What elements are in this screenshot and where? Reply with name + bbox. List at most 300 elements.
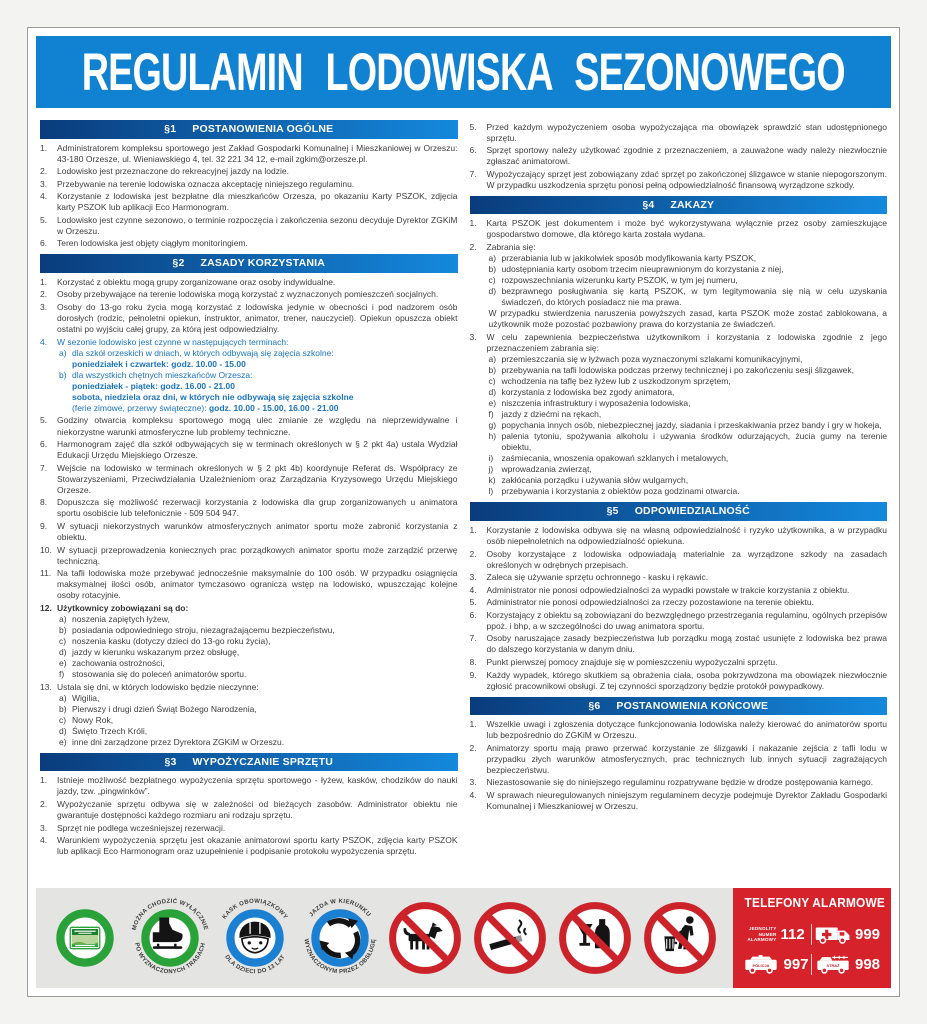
item-number: 5. (40, 415, 48, 426)
direction-of-ride-icon (299, 897, 381, 979)
text-run: Administrator nie ponosi odpowiedzialności za rzeczy pozostawione na terenie obiektu. (486, 597, 814, 608)
sub-text (72, 658, 458, 669)
text-run: poniedziałek - piątek: godz. 16.00 - 21.00 (72, 380, 235, 391)
pszok-card-sign (44, 897, 126, 979)
sub-text (72, 625, 458, 636)
text-run: Osoby do 13-go roku życia mogą korzystać z lodowiska jedynie w obecności i pod nadzorem osób dorosłych (rodzic, pełnoletni opiekun, instruktor, animator, trener, nauczyciel). Opiekun opuszcza obiekt ostatni po wyjściu całej grupy, za którą jest odpowiedzialny. (57, 302, 458, 335)
item-body (57, 545, 458, 567)
regulation-item (470, 790, 888, 812)
sub-text (502, 253, 888, 264)
sub-body (72, 704, 458, 715)
text-run: popychania innych osób, niebezpiecznej jazdy, siadania i przeskakiwania przez bandy i gry w hokeja, (501, 420, 882, 431)
sub-body (502, 264, 888, 275)
item-text (57, 521, 458, 543)
text-run: przebywania i korzystania z obiektów poza godzinami otwarcia. (501, 486, 740, 497)
sub-text (72, 348, 458, 359)
item-text (487, 218, 888, 240)
item-text (57, 337, 458, 348)
sub-item (59, 370, 458, 414)
regulation-item (470, 777, 888, 788)
sub-body (502, 398, 888, 409)
text-run: Osoby korzystające z lodowiska odpowiadają materialnie za wyrządzone szkody na zasadach określonych w odrębnych przepisach. (486, 548, 887, 570)
regulation-item (40, 799, 458, 821)
svg-text:KASK OBOWIĄZKOWY: KASK OBOWIĄZKOWY (221, 898, 289, 921)
item-body (57, 521, 458, 543)
sub-item (489, 453, 888, 464)
svg-text:DLA DZIECI DO 13 LAT: DLA DZIECI DO 13 LAT (223, 954, 287, 976)
svg-text:STRAŻ: STRAŻ (826, 963, 840, 969)
text-run: korzystania z lodowiska bez zgody animatora, (501, 386, 675, 397)
regulation-item (40, 521, 458, 543)
item-text (57, 215, 458, 237)
text-run: Zaleca się używanie sprzętu ochronnego - kasku i rękawic. (486, 572, 709, 583)
sub-text (502, 409, 888, 420)
text-run: W sprawach nieuregulowanych niniejszym regulaminem decyzje podejmuje Dyrektor Zakładu Gospodarki Komunalnej i Mieszkaniowej w Orzeszu. (486, 789, 887, 811)
emergency-number: 998 (854, 956, 881, 973)
content-columns (28, 116, 899, 888)
item-number: 3. (40, 178, 48, 189)
text-run: Godziny otwarcia kompleksu sportowego mogą ulec zmianie ze względu na nieprzewidywalne i niekorzystne warunki atmosferyczne lub problemy techniczne. (57, 415, 458, 437)
sub-text (502, 475, 888, 486)
regulation-item (40, 603, 458, 680)
item-number: 2. (40, 166, 48, 177)
item-number: 9. (40, 520, 48, 531)
text-run: Wigilia, (72, 692, 100, 703)
item-number: 8. (40, 497, 48, 508)
sub-item (489, 376, 888, 387)
no-smoking-icon (469, 897, 551, 979)
text-run: Lodowisko jest czynne sezonowo, o terminie rozpoczęcia i zakończenia sezonu decyduje Dyrektor ZGKiM w Orzeszu. (57, 214, 458, 236)
item-text (57, 545, 458, 567)
text-run: rozpowszechniania wizerunku karty PSZOK, w tym jej numeru, (501, 275, 738, 286)
item-text (487, 525, 888, 547)
item-text (487, 597, 888, 608)
text-run: Święto Trzech Króli, (72, 725, 148, 736)
sub-text (72, 737, 458, 748)
sub-number: f) (488, 409, 494, 420)
item-text (57, 568, 458, 601)
item-number: 4. (40, 336, 48, 347)
sub-number: c) (488, 375, 496, 386)
regulation-item (40, 191, 458, 213)
no-dogs-sign (384, 897, 466, 979)
right-column (470, 120, 888, 886)
item-text (57, 191, 458, 213)
item-text (487, 549, 888, 571)
regulation-item (40, 439, 458, 461)
text-run: Sprzęt nie podlega wcześniejszej rezerwacji. (57, 822, 226, 833)
sub-body (502, 275, 888, 286)
text-run: Korzystanie z lodowiska odbywa się na własną odpowiedzialność i ryzyko użytkownika, a w przypadku osób niepełnoletnich na odpowiedzialność opiekuna. (486, 524, 887, 546)
item-number: 7. (469, 168, 477, 179)
no-littering-icon (639, 897, 721, 979)
text-run: zakłócania porządku i używania słów wulgarnych, (501, 475, 689, 486)
sub-number: c) (488, 275, 496, 286)
sub-body (72, 715, 458, 726)
item-body (57, 215, 458, 237)
sub-item (59, 737, 458, 748)
item-number: 7. (469, 633, 477, 644)
svg-text:MOŻNA CHODZIĆ WYŁĄCZNIE: MOŻNA CHODZIĆ WYŁĄCZNIE (131, 898, 209, 932)
item-body (57, 439, 458, 461)
text-run: przerabiania lub w jakikolwiek sposób modyfikowania karty PSZOK, (501, 252, 757, 263)
emergency-label: ALARMOWY (747, 937, 777, 943)
item-number: 2. (40, 798, 48, 809)
sub-body (72, 625, 458, 636)
item-number: 8. (469, 656, 477, 667)
item-text (57, 439, 458, 461)
item-text (487, 242, 888, 253)
item-body (487, 145, 888, 167)
sub-number: i) (488, 453, 494, 464)
item-number: 2. (469, 742, 477, 753)
text-run: Osoby naruszające zasady bezpieczeństwa lub porządku mogą zostać usunięte z lodowiska bez prawa do dalszego korzystania w danym dniu. (486, 633, 887, 655)
item-number: 5. (469, 121, 477, 132)
sub-item (489, 464, 888, 475)
regulation-item (40, 166, 458, 177)
section-title: ZAKAZY (670, 198, 715, 211)
item-number: 6. (40, 439, 48, 450)
item-text (57, 835, 458, 857)
regulation-item (40, 277, 458, 288)
emergency-label: NUMER (758, 931, 777, 937)
sub-item (59, 614, 458, 625)
regulation-item (470, 122, 888, 144)
section-heading (40, 753, 458, 772)
emergency-entry-112 (741, 924, 812, 945)
item-number: 4. (40, 835, 48, 846)
sub-text (502, 486, 888, 497)
text-run: przemieszczania się w łyżwach poza wyznaczonymi szlakami komunikacyjnymi, (501, 353, 803, 364)
item-body (57, 143, 458, 165)
text-run: Osoby przebywające na terenie lodowiska mogą korzystać z wyznaczonych pomieszczeń socjalnych. (57, 289, 439, 300)
sub-text (72, 614, 458, 625)
regulation-item (40, 238, 458, 249)
section-heading (470, 697, 888, 716)
regulation-item (40, 545, 458, 567)
pszok-card-graphic (70, 927, 100, 948)
item-text (487, 122, 888, 144)
item-number: 7. (40, 462, 48, 473)
sub-number: c) (59, 714, 67, 725)
text-run: dla szkół orzeskich w dniach, w których odbywają się zajęcia szkolne: (72, 347, 334, 358)
regulation-item (40, 215, 458, 237)
item-body (487, 777, 888, 788)
item-number: 11. (40, 568, 52, 579)
text-run: zaśmiecania, wnoszenia opakowań szklanych i metalowych, (501, 453, 729, 464)
text-run: Korzystać z obiektu mogą grupy zorganizowane oraz osoby indywidualne. (57, 276, 336, 287)
text-run: Przed każdym wypożyczeniem osoba wypożyczająca ma obowiązek sprawdzić stan udostępnionego sprzętu. (486, 121, 887, 143)
sub-text (72, 693, 458, 704)
left-column (40, 120, 458, 886)
emergency-number: 112 (780, 926, 805, 943)
sub-item (489, 264, 888, 275)
sub-number: e) (59, 657, 67, 668)
text-run: dla wszystkich chętnych mieszkańców Orzesza: (72, 369, 253, 380)
regulation-item (470, 633, 888, 655)
text-run: poniedziałek i czwartek: godz. 10.00 - 15.00 (72, 358, 246, 369)
item-number: 6. (469, 609, 477, 620)
section-heading (40, 120, 458, 139)
item-number: 6. (469, 145, 477, 156)
text-run: W sytuacji niekorzystnych warunków atmosferycznych animator sportu może zabronić korzystania z obiektu. (57, 520, 458, 542)
item-text (487, 610, 888, 632)
no-littering-sign (639, 897, 721, 979)
text-run: W sytuacji przeprowadzenia koniecznych prac porządkowych animator sportu może zarządzić przerwę techniczną. (57, 544, 458, 566)
regulation-item (40, 179, 458, 190)
item-number: 2. (469, 548, 477, 559)
ambulance-icon (815, 924, 851, 945)
emergency-panel-title: TELEFONY ALARMOWE (744, 895, 886, 911)
item-body (57, 238, 458, 249)
direction-of-ride-sign (299, 897, 381, 979)
regulation-item (470, 610, 888, 632)
item-number: 13. (40, 681, 52, 692)
regulation-item (470, 145, 888, 167)
sub-item (59, 647, 458, 658)
text-run: Niezastosowanie się do niniejszego regulaminu rozpatrywane będzie w drodze postępowania karnego. (486, 777, 874, 788)
text-run: Warunkiem wypożyczenia sprzętu jest okazanie animatorowi sportu karty PSZOK, zdjęcia karty PSZOK lub aplikacji Eco Harmonogram oraz uzupełnienie i podpisanie protokołu wypożyczenia sprzętu. (57, 835, 458, 857)
sub-body (502, 453, 888, 464)
sub-body (502, 376, 888, 387)
sub-number: a) (488, 353, 497, 364)
item-number: 5. (469, 597, 477, 608)
emergency-entry-997 (741, 954, 812, 975)
item-text (487, 585, 888, 596)
item-text (487, 332, 888, 354)
item-body (487, 549, 888, 571)
regulation-item (40, 143, 458, 165)
regulation-item (470, 525, 888, 547)
sub-text (502, 420, 888, 431)
sub-item (59, 658, 458, 669)
sub-body (72, 693, 458, 704)
item-body (487, 670, 888, 692)
item-number: 1. (40, 142, 48, 153)
item-text (57, 603, 458, 614)
schedule-line (72, 392, 458, 403)
item-number: 3. (40, 822, 48, 833)
text-run: Użytkownicy zobowiązani są do: (57, 602, 189, 613)
sub-number: a) (59, 347, 67, 358)
text-run: Wszelkie uwagi i zgłoszenia dotyczące funkcjonowania lodowiska należy kierować do animatorów sportu lub bezpośrednio do ZGKiM w Orzeszu. (486, 719, 887, 741)
sub-body (502, 253, 888, 264)
text-run: Punkt pierwszej pomocy znajduje się w pomieszczeniu wypożyczalni sprzętu. (486, 656, 778, 667)
sub-text (502, 453, 888, 464)
poster-title-banner (36, 36, 891, 108)
item-body (57, 415, 458, 437)
item-text (487, 572, 888, 583)
sub-number: g) (488, 420, 497, 431)
fire-truck-icon (815, 954, 851, 975)
emergency-entry-998 (812, 954, 883, 975)
sub-body (72, 636, 458, 647)
text-run: Wypożyczanie sprzętu odbywa się w zależności od bieżących zasobów. Administrator obiektu nie gwarantuje dostępności każdego rozmiaru ani rodzaju sprzętu. (57, 798, 458, 820)
regulation-item (40, 302, 458, 335)
text-run: Animatorzy sportu mają prawo przerwać korzystanie ze ślizgawki i nakazanie zejścia z tafli lodu w przypadku złych warunków atmosferycznych, prac technicznych lub innych sytuacji zagrażających bezpieczeństwu. (486, 742, 887, 775)
sub-body (72, 669, 458, 680)
poster-title: REGULAMIN LODOWISKA SEZONOWEGO (81, 42, 846, 102)
sub-item (59, 715, 458, 726)
footer-strip (36, 888, 891, 988)
item-body (57, 603, 458, 680)
item-number: 2. (40, 289, 48, 300)
item-number: 1. (40, 276, 48, 287)
regulation-item (470, 597, 888, 608)
item-text (57, 415, 458, 437)
item-body (57, 166, 458, 177)
item-body (487, 525, 888, 547)
sub-body (502, 420, 888, 431)
item-body (57, 289, 458, 300)
text-run: W sezonie lodowisko jest czynne w następujących terminach: (57, 336, 289, 347)
emergency-phones-panel (733, 888, 891, 988)
sub-number: d) (488, 286, 497, 297)
sub-item (489, 354, 888, 365)
sub-text (502, 387, 888, 398)
text-run: Administrator nie ponosi odpowiedzialności za wypadki powstałe w trakcie korzystania z obiektu. (486, 584, 850, 595)
regulation-item (470, 657, 888, 668)
sub-body (502, 409, 888, 420)
no-dogs-icon (384, 897, 466, 979)
emergency-entry-999 (812, 924, 883, 945)
item-text (487, 719, 888, 741)
text-run: Każdy wypadek, którego skutkiem są obrażenia ciała, osoba pokrzywdzona ma obowiązek niezwłocznie zgłosić pracownikowi obsługi. Z tej czynności sporządzony będzie protokół powypadkowy. (486, 669, 887, 691)
item-body (487, 743, 888, 776)
sub-number: b) (59, 369, 67, 380)
sub-number: h) (488, 431, 497, 442)
item-text (487, 790, 888, 812)
signs-row (36, 897, 721, 979)
text-run: Na tafli lodowiska może przebywać jednocześnie maksymalnie do 100 osób. W przypadku osiągnięcia maksymalnej ilości osób, animator tymczasowo ogranicza wstęp na lodowisko, wpuszczając kolejne osoby rotacyjnie. (57, 568, 458, 601)
sub-item (59, 625, 458, 636)
sub-number: b) (59, 624, 67, 635)
text-run: Korzystający z obiektu są zobowiązani do bezwzględnego przestrzegania regulaminu, ogólnych przepisów ppoż. i bhp, a w szczególności do uwag animatora sportu. (486, 609, 887, 631)
police-icon (743, 954, 779, 975)
sub-number: a) (488, 252, 497, 263)
sub-item (489, 409, 888, 420)
svg-text:WYZNACZONYM PRZEZ OBSŁUGĘ: WYZNACZONYM PRZEZ OBSŁUGĘ (302, 938, 378, 976)
text-run: bezprawnego posługiwania się kartą PSZOK, w tym legitymowania się nią w celu uzyskania świadczeń, do których posiadacz nie ma prawa. (501, 286, 887, 308)
emergency-number: 999 (854, 926, 881, 943)
no-smoking-sign (469, 897, 551, 979)
skating-route-icon (129, 897, 211, 979)
item-body (57, 823, 458, 834)
sub-text (502, 365, 888, 376)
item-body (57, 463, 458, 496)
text-run: Sprzęt sportowy należy użytkować zgodnie z przeznaczeniem, a zauważone wady należy niezwłocznie zgłaszać animatorowi. (486, 145, 887, 167)
sub-number: d) (488, 386, 497, 397)
text-run: wchodzenia na taflę bez łyżew lub z uszkodzonym sprzętem, (501, 375, 731, 386)
sub-text (502, 398, 888, 409)
item-body (487, 572, 888, 583)
item-number: 1. (469, 218, 477, 229)
sub-item (489, 253, 888, 264)
item-text (57, 775, 458, 797)
sub-item (489, 365, 888, 376)
regulation-item (470, 585, 888, 596)
text-run: inne dni zarządzone przez Dyrektora ZGKiM w Orzeszu. (72, 736, 285, 747)
item-body (487, 242, 888, 330)
item-body (57, 302, 458, 335)
sub-body (502, 464, 888, 475)
item-body (487, 610, 888, 632)
item-body (57, 191, 458, 213)
helmet-mandatory-sign (214, 897, 296, 979)
sub-number: e) (59, 736, 67, 747)
item-text (57, 799, 458, 821)
regulation-item (470, 218, 888, 240)
item-body (487, 790, 888, 812)
text-run: Korzystanie z lodowiska jest bezpłatne dla mieszkańców Orzesza, po okazaniu Karty PSZOK, zdjęcia karty PSZOK lub aplikacji Eco Harmonogram. (57, 191, 458, 213)
sub-text (72, 636, 458, 647)
item-text (57, 143, 458, 165)
regulation-item (40, 775, 458, 797)
sub-item (59, 348, 458, 370)
sub-item (489, 275, 888, 286)
item-text (57, 302, 458, 335)
sub-body (72, 726, 458, 737)
sub-body (502, 365, 888, 376)
text-run: noszenia zapiętych łyżew, (72, 613, 170, 624)
regulation-item (40, 823, 458, 834)
item-body (57, 337, 458, 414)
section-number: §1 (164, 123, 177, 135)
text-run: jazdy w kierunku wskazanym przez obsługę, (72, 646, 240, 657)
item-body (487, 719, 888, 741)
item-text (57, 463, 458, 496)
sub-item (59, 636, 458, 647)
text-run: Zabrania się: (486, 241, 536, 252)
text-run: sobota, niedziela oraz dni, w których nie odbywają się zajęcia szkolne (72, 391, 354, 402)
sub-number: e) (488, 398, 497, 409)
item-number: 4. (40, 191, 48, 202)
text-run: noszenia kasku (dotyczy dzieci do 13-go roku życia), (72, 635, 271, 646)
sub-number: l) (488, 486, 494, 497)
regulation-item (470, 332, 888, 498)
item-text (487, 777, 888, 788)
regulation-item (470, 549, 888, 571)
item-number: 1. (469, 719, 477, 730)
item-body (57, 775, 458, 797)
sub-body (502, 475, 888, 486)
sub-item (59, 693, 458, 704)
sub-item (489, 286, 888, 308)
item-text (57, 238, 458, 249)
item-text (57, 497, 458, 519)
emergency-112-icon (747, 926, 776, 943)
regulation-item (470, 719, 888, 741)
item-number: 9. (469, 669, 477, 680)
item-body (487, 218, 888, 240)
sub-item (59, 704, 458, 715)
item-body (57, 568, 458, 601)
item-text (57, 277, 458, 288)
item-number: 3. (469, 331, 477, 342)
item-text (487, 657, 888, 668)
sub-body (72, 647, 458, 658)
item-body (487, 633, 888, 655)
sub-item (489, 387, 888, 398)
text-run: palenia tytoniu, spożywania alkoholu i używania środków odurzających, żucia gumy na terenie obiektu, (501, 431, 887, 453)
text-run: Wejście na lodowisko w terminach określonych w § 2 pkt 4b) koordynuje Referat ds. Współpracy ze Stowarzyszeniami, Przeciwdziałania Uzależnieniom oraz Zarządzania Kryzysowego Urzędu Miejskiego Orzesze. (57, 462, 458, 495)
regulation-item (40, 337, 458, 414)
sub-body (502, 286, 888, 308)
helmet-mandatory-icon (214, 897, 296, 979)
regulation-item (470, 242, 888, 330)
sub-text (72, 669, 458, 680)
text-run: stosowania się do poleceń animatorów sportu. (72, 669, 247, 680)
